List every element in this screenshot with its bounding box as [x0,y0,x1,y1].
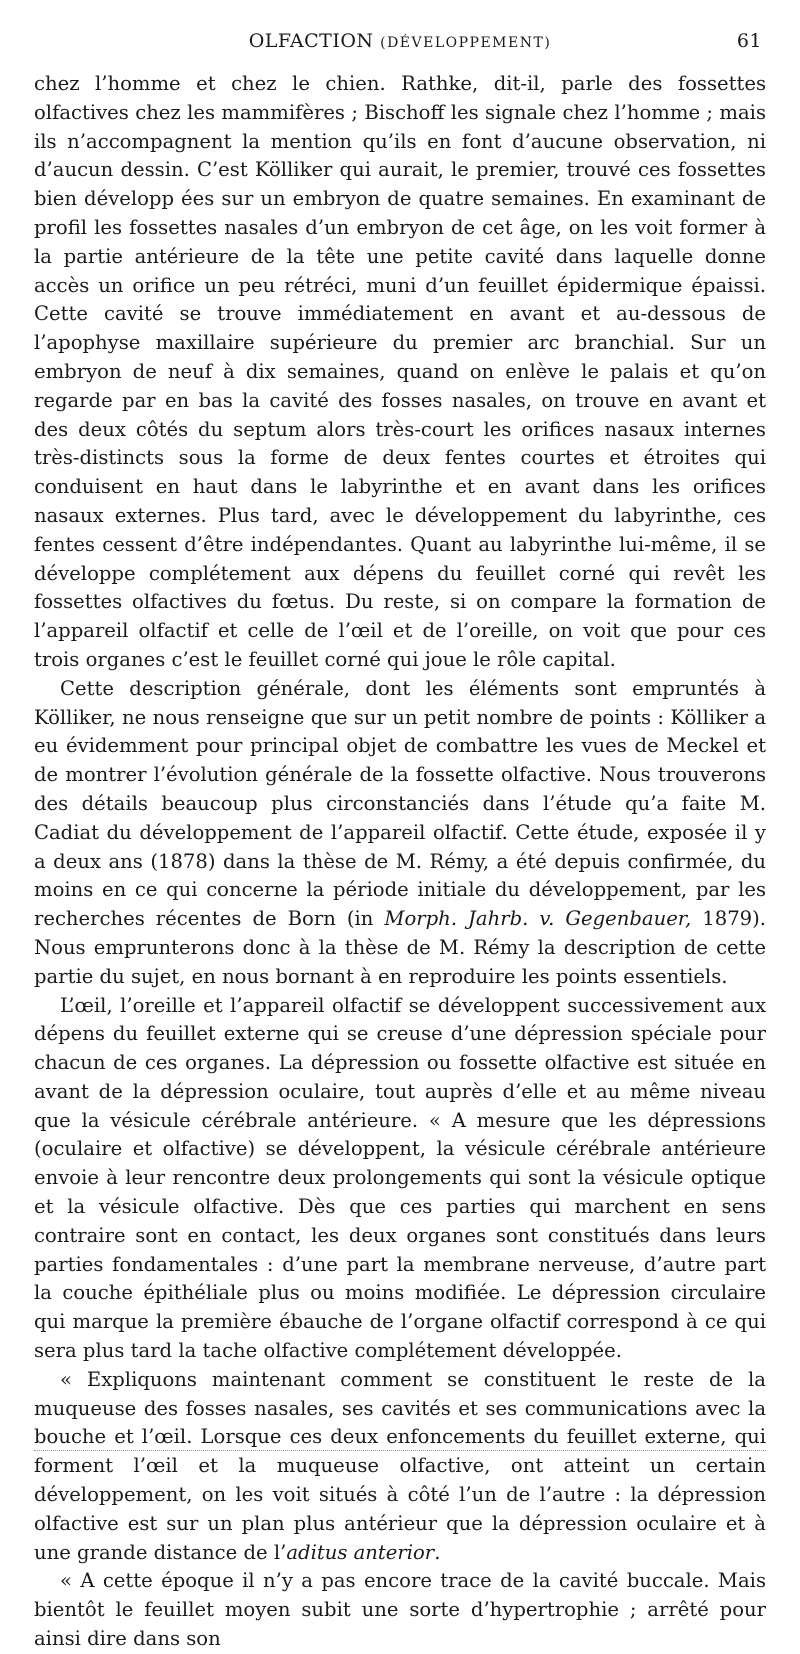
paragraph-1 [34,70,766,675]
paragraph-3 [34,992,766,1366]
running-title [249,30,552,52]
running-head [34,30,766,56]
body-text [34,70,766,1654]
footer-dotted-rule [34,1450,766,1451]
chapter-title: OLFACTION [248,30,374,52]
citation-italic: Morph. Jahrb. v. Gegenbauer, [384,907,692,931]
latin-term-italic: aditus anterior [286,1540,435,1564]
text-segment: Cette description générale, dont les éléments sont empruntés à Kölliker, ne nous renseigne que sur un petit nombre de points : Kölliker a eu évidemment pour principal objet de combattre les vues de Meckel et de montrer l’évolution générale de la fossette olfactive. Nous trouverons des détails beaucoup plus circonstanciés dans l’étude qu’a faite M. Cadiat du développement de l’appareil olfactif. Cette étude, exposée il y a deux ans (1878) dans la thèse de M. Rémy, a été depuis confirmée, du moins en ce qui concerne la période initiale du développement, par les recherches récentes de Born (in [34,676,766,931]
text-segment: « Expliquons maintenant comment se constituent le reste de la muqueuse des fosses nasales, ses cavités et ses communications avec la bouche et l’œil. Lorsque ces deux enfoncements du feuillet externe, qui forment l’œil et la muqueuse olfactive, ont atteint un certain développement, on les voit situés à côté l’un de l’autre : la dépression olfactive est sur un plan plus antérieur que la dépression oculaire et à une grande distance de l’ [34,1367,766,1564]
text-segment: chez l’homme et chez le chien. Rathke, dit-il, parle des fossettes olfactives chez les mammifères ; Bischoff les signale chez l’homme ; mais ils n’accompagnent la mention qu’ils en font d’aucune observation, ni d’aucun dessin. C’est Kölliker qui aurait, le premier, trouvé ces fossettes bien développ ées sur un embryon de quatre semaines. En examinant de profil les fossettes nasales d’un embryon de cet âge, on les voit former à la partie antérieure de la tête une petite cavité dans laquelle donne accès un orifice un peu rétréci, muni d’un feuillet épidermique épaissi. Cette cavité se trouve immédiatement en avant et au-dessous de l’apophyse maxillaire supérieure du premier arc branchial. Sur un embryon de neuf à dix semaines, quand on enlève le palais et qu’on regarde par en bas la cavité des fosses nasales, on trouve en avant et des deux côtés du septum alors très-court les orifices nasaux internes très-distincts sous la forme de deux fentes courtes et étroites qui conduisent en haut dans le labyrinthe et en avant dans les orifices nasaux externes. Plus tard, avec le développement du labyrinthe, ces fentes cessent d’être indépendantes. Quant au labyrinthe lui-même, il se développe complétement aux dépens du feuillet corné qui revêt les fossettes olfactives du fœtus. Du reste, si on compare la formation de l’appareil olfactif et celle de l’œil et de l’oreille, on voit que pour ces trois organes c’est le feuillet corné qui joue le rôle capital. [34,72,766,671]
text-segment: « A cette époque il n’y a pas encore trace de la cavité buccale. Mais bientôt le feuillet moyen subit une sorte d’hypertrophie ; arrêté pour ainsi dire dans son [34,1569,766,1651]
paragraph-2 [34,675,766,992]
paragraph-4 [34,1366,766,1568]
text-segment: L’œil, l’oreille et l’appareil olfactif se développent successivement aux dépens du feuillet externe qui se creuse d’une dépression spéciale pour chacun de ces organes. La dépression ou fossette olfactive est située en avant de la dépression oculaire, tout auprès d’elle et au même niveau que la vésicule cérébrale antérieure. « A mesure que les dépressions (oculaire et olfactive) se développent, la vésicule cérébrale antérieure envoie à leur rencontre deux prolongements qui sont la vésicule optique et la vésicule olfactive. Dès que ces parties qui marchent en sens contraire sont en contact, les deux organes sont constitués dans leurs parties fondamentales : d’une part la membrane nerveuse, d’autre part la couche épithéliale plus ou moins modifiée. Le dépression circulaire qui marque la première ébauche de l’organe olfactif correspond à ce qui sera plus tard la tache olfactive complétement développée. [34,993,766,1363]
text-segment: 1879). Nous emprunterons donc à la thèse de M. Rémy la description de cette partie du sujet, en nous bornant à en reproduire les points essentiels. [34,907,767,988]
paragraph-5 [34,1567,766,1653]
chapter-subtitle: (DÉVELOPPEMENT) [380,35,552,51]
text-segment: . [434,1540,441,1564]
page-number: 61 [736,30,762,52]
